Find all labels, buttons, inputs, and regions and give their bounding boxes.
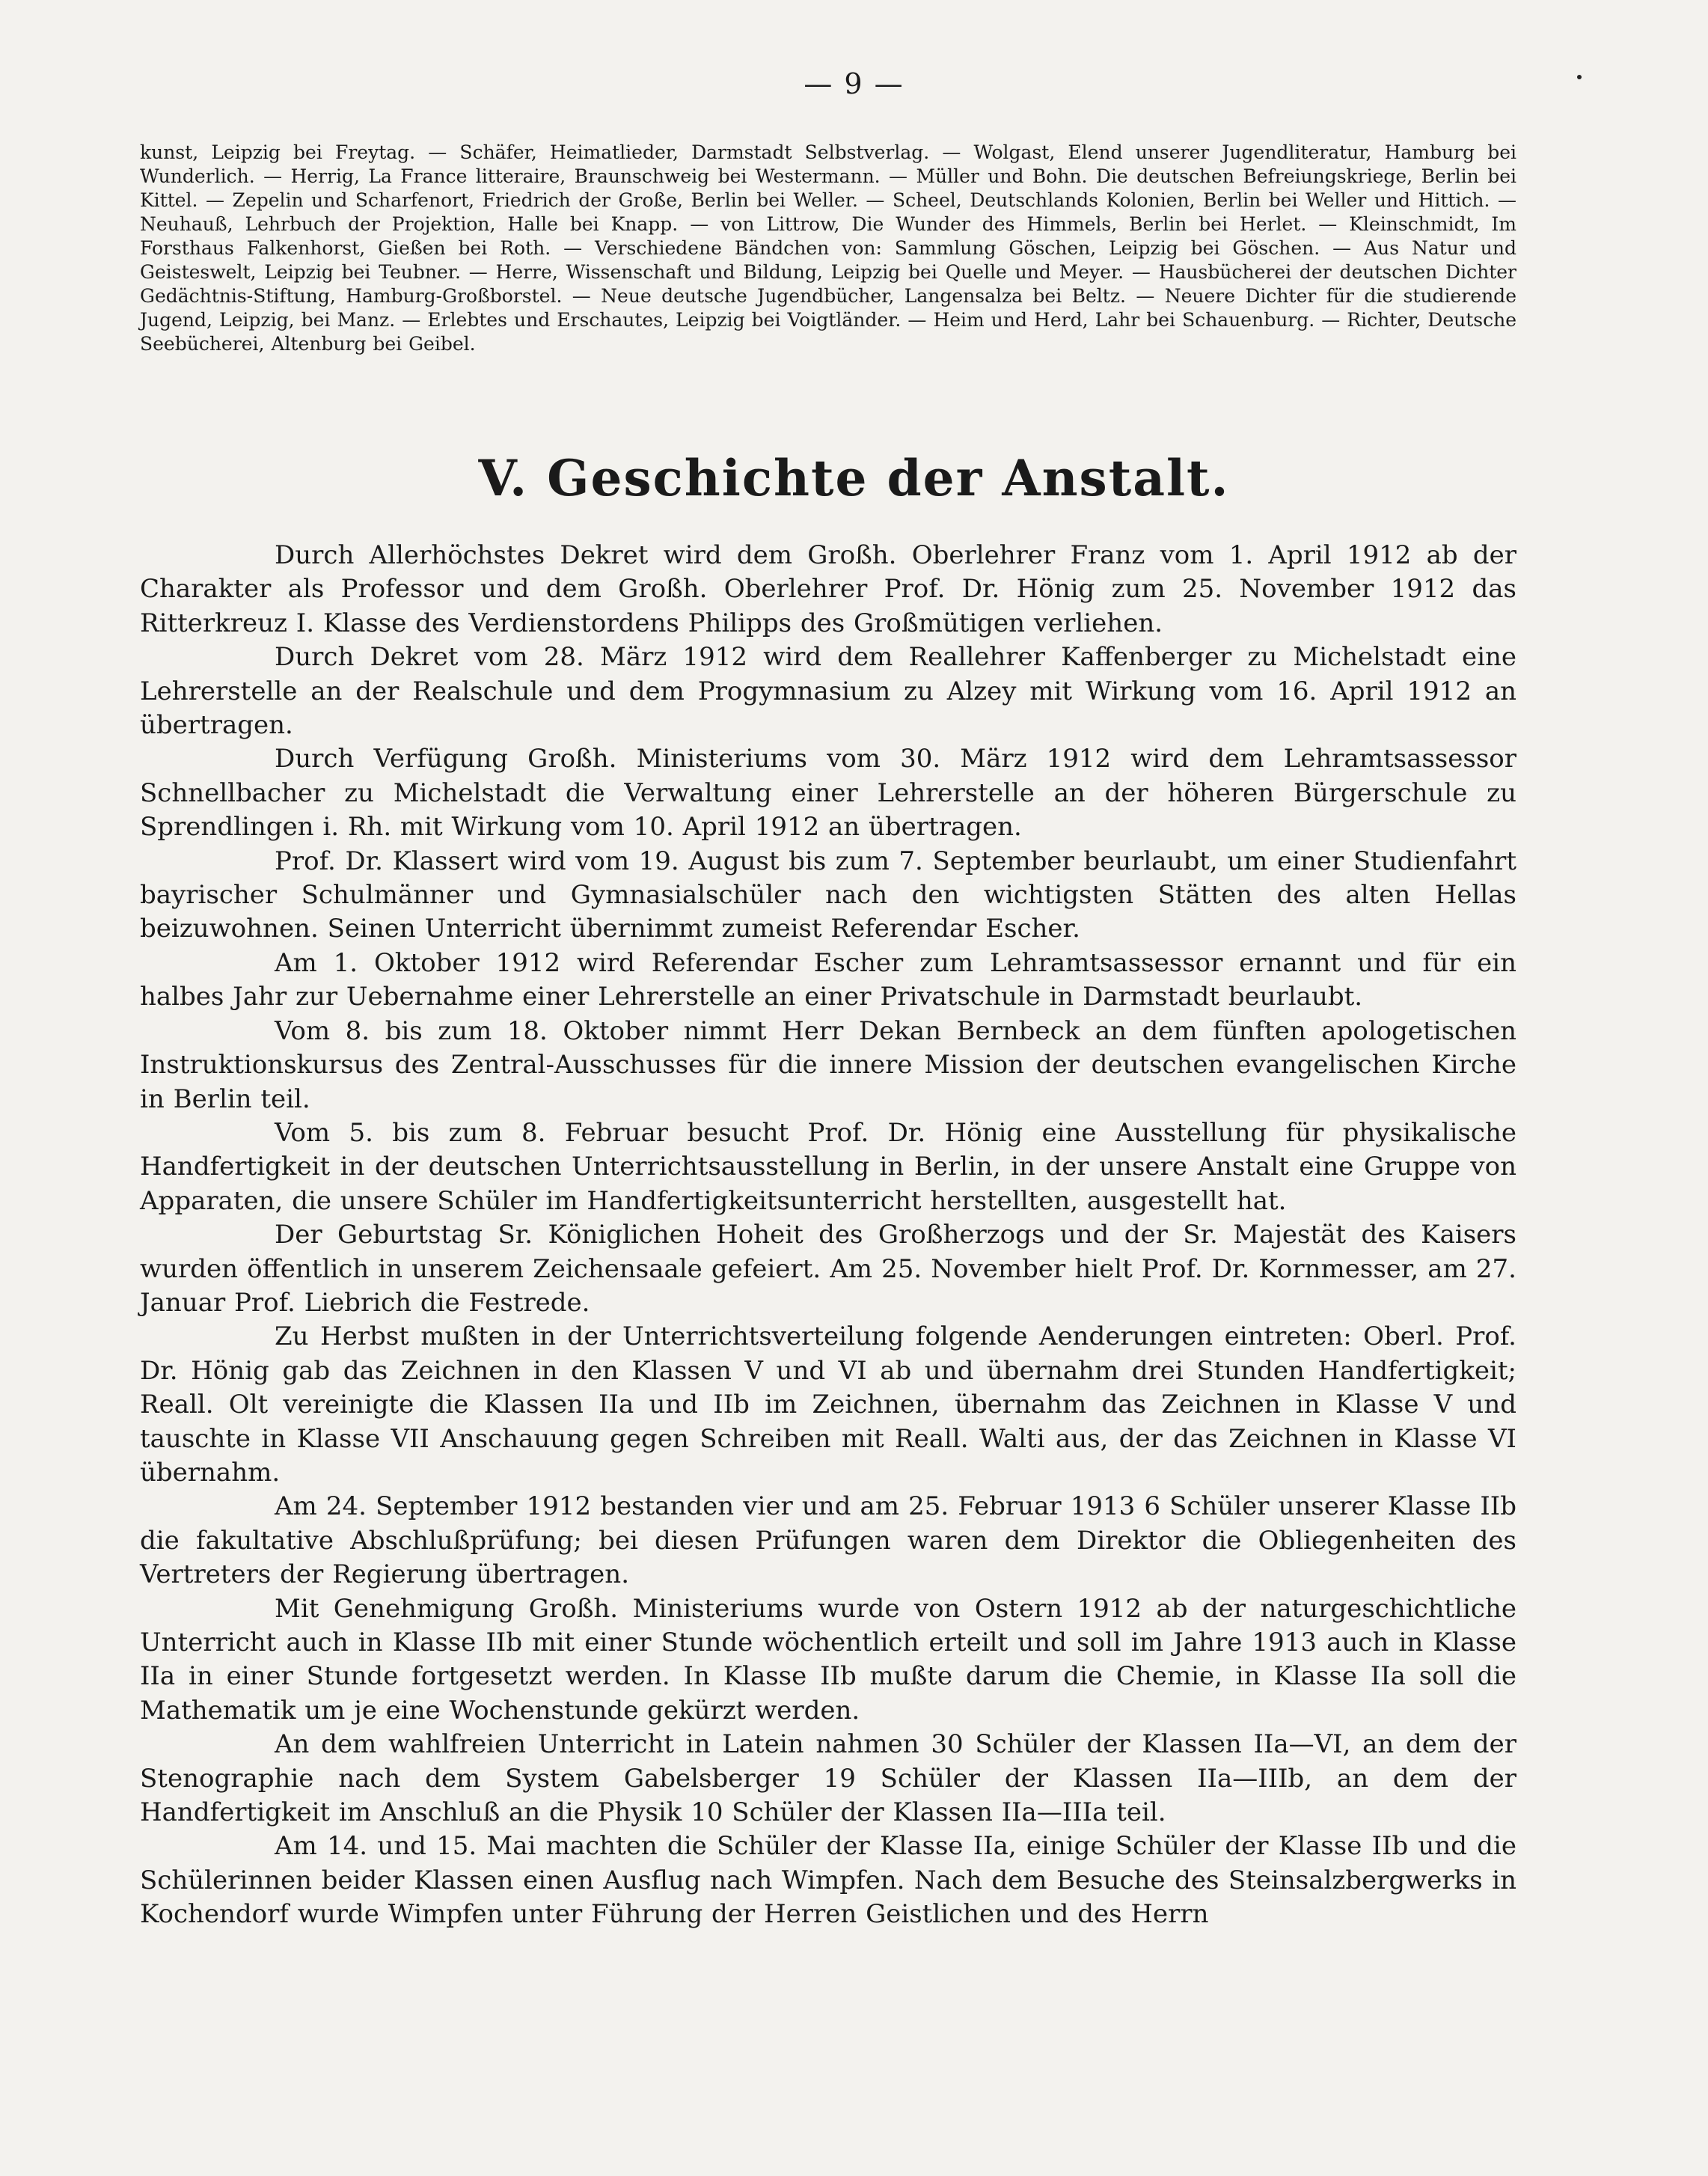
body-paragraph-7: Vom 5. bis zum 8. Februar besucht Prof. Dr. Hönig eine Ausstellung für physikalische Handfertigkeit in der deutschen Unterrichtsausstellung in Berlin, in der unsere Anstalt eine Gruppe von Apparaten, die unsere Schüler im Handfertigkeitsunterricht herstellten, ausgestellt hat. bbox=[140, 1117, 1516, 1216]
body-paragraph-9: Zu Herbst mußten in der Unterrichtsverteilung folgende Aenderungen eintreten: Oberl. Prof. Dr. Hönig gab das Zeichnen in den Klassen V und VI ab und übernahm drei Stunden Handfertigkeit; Reall. Olt vereinigte die Klassen IIa und IIb im Zeichnen, übernahm das Zeichnen in Klasse V und tauschte in Klasse VII Anschauung gegen Schreiben mit Reall. Walti aus, der das Zeichnen in Klasse VI übernahm. bbox=[140, 1321, 1516, 1488]
section-heading: V. Geschichte der Anstalt. bbox=[478, 449, 1230, 507]
body-paragraph-10: Am 24. September 1912 bestanden vier und am 25. Februar 1913 6 Schüler unserer Klasse IIb die fakultative Abschlußprüfung; bei diesen Prüfungen waren dem Direktor die Obliegenheiten des Vertreters der Regierung übertragen. bbox=[140, 1491, 1516, 1590]
section-body bbox=[140, 539, 1516, 1932]
body-paragraph-3: Durch Verfügung Großh. Ministeriums vom 30. März 1912 wird dem Lehramtsassessor Schnellbacher zu Michelstadt die Verwaltung einer Lehrerstelle an der höheren Bürgerschule zu Sprendlingen i. Rh. mit Wirkung vom 10. April 1912 an übertragen. bbox=[140, 744, 1516, 843]
page-number: — 9 — bbox=[804, 67, 904, 100]
body-paragraph-13: Am 14. und 15. Mai machten die Schüler der Klasse IIa, einige Schüler der Klasse IIb und die Schülerinnen beider Klassen einen Ausflug nach Wimpfen. Nach dem Besuche des Steinsalzbergwerks in Kochendorf wurde Wimpfen unter Führung der Herren Geistlichen und des Herrn bbox=[140, 1831, 1516, 1930]
reading-list-continuation bbox=[140, 141, 1516, 356]
body-paragraph-2: Durch Dekret vom 28. März 1912 wird dem Reallehrer Kaffenberger zu Michelstadt eine Lehrerstelle an der Realschule und dem Progymnasium zu Alzey mit Wirkung vom 16. April 1912 an übertragen. bbox=[140, 642, 1516, 741]
body-paragraph-6: Vom 8. bis zum 18. Oktober nimmt Herr Dekan Bernbeck an dem fünften apologetischen Instruktionskursus des Zentral-Ausschusses für die innere Mission der deutschen evangelischen Kirche in Berlin teil. bbox=[140, 1015, 1516, 1114]
body-paragraph-1: Durch Allerhöchstes Dekret wird dem Großh. Oberlehrer Franz vom 1. April 1912 ab der Charakter als Professor und dem Großh. Oberlehrer Prof. Dr. Hönig zum 25. November 1912 das Ritterkreuz I. Klasse des Verdienstordens Philipps des Großmütigen verliehen. bbox=[140, 540, 1516, 638]
body-paragraph-8: Der Geburtstag Sr. Königlichen Hoheit des Großherzogs und der Sr. Majestät des Kaisers wurden öffentlich in unserem Zeichensaale gefeiert. Am 25. November hielt Prof. Dr. Kornmesser, am 27. Januar Prof. Liebrich die Festrede. bbox=[140, 1220, 1516, 1318]
body-paragraph-5: Am 1. Oktober 1912 wird Referendar Escher zum Lehramtsassessor ernannt und für ein halbes Jahr zur Uebernahme einer Lehrerstelle an einer Privatschule in Darmstadt beurlaubt. bbox=[140, 947, 1516, 1012]
margin-mark bbox=[1577, 75, 1582, 79]
body-paragraph-11: Mit Genehmigung Großh. Ministeriums wurde von Ostern 1912 ab der naturgeschichtliche Unterricht auch in Klasse IIb mit einer Stunde wöchentlich erteilt und soll im Jahre 1913 auch in Klasse IIa in einer Stunde fortgesetzt werden. In Klasse IIb mußte darum die Chemie, in Klasse IIa soll die Mathematik um je eine Wochenstunde gekürzt werden. bbox=[140, 1593, 1516, 1726]
intro-paragraph: kunst, Leipzig bei Freytag. — Schäfer, Heimatlieder, Darmstadt Selbstverlag. — Wolgast, Elend unserer Jugendliteratur, Hamburg bei Wunderlich. — Herrig, La France litteraire, Braunschweig bei Westermann. — Müller und Bohn. Die deutschen Befreiungskriege, Berlin bei Kittel. — Zepelin und Scharfenort, Friedrich der Große, Berlin bei Weller. — Scheel, Deutschlands Kolonien, Berlin bei Weller und Hittich. — Neuhauß, Lehrbuch der Projektion, Halle bei Knapp. — von Littrow, Die Wunder des Himmels, Berlin bei Herlet. — Kleinschmidt, Im Forsthaus Falkenhorst, Gießen bei Roth. — Verschiedene Bändchen von: Sammlung Göschen, Leipzig bei Göschen. — Aus Natur und Geisteswelt, Leipzig bei Teubner. — Herre, Wissenschaft und Bildung, Leipzig bei Quelle und Meyer. — Hausbücherei der deutschen Dichter Gedächtnis-Stiftung, Hamburg-Großborstel. — Neue deutsche Jugendbücher, Langensalza bei Beltz. — Neuere Dichter für die studierende Jugend, Leipzig, bei Manz. — Erlebtes und Erschautes, Leipzig bei Voigtländer. — Heim und Herd, Lahr bei Schauenburg. — Richter, Deutsche Seebücherei, Altenburg bei Geibel. bbox=[140, 141, 1516, 355]
body-paragraph-12: An dem wahlfreien Unterricht in Latein nahmen 30 Schüler der Klassen IIa—VI, an dem der Stenographie nach dem System Gabelsberger 19 Schüler der Klassen IIa—IIIb, an dem der Handfertigkeit im Anschluß an die Physik 10 Schüler der Klassen IIa—IIIa teil. bbox=[140, 1729, 1516, 1828]
body-paragraph-4: Prof. Dr. Klassert wird vom 19. August bis zum 7. September beurlaubt, um einer Studienfahrt bayrischer Schulmänner und Gymnasialschüler nach den wichtigsten Stätten des alten Hellas beizuwohnen. Seinen Unterricht übernimmt zumeist Referendar Escher. bbox=[140, 846, 1516, 944]
